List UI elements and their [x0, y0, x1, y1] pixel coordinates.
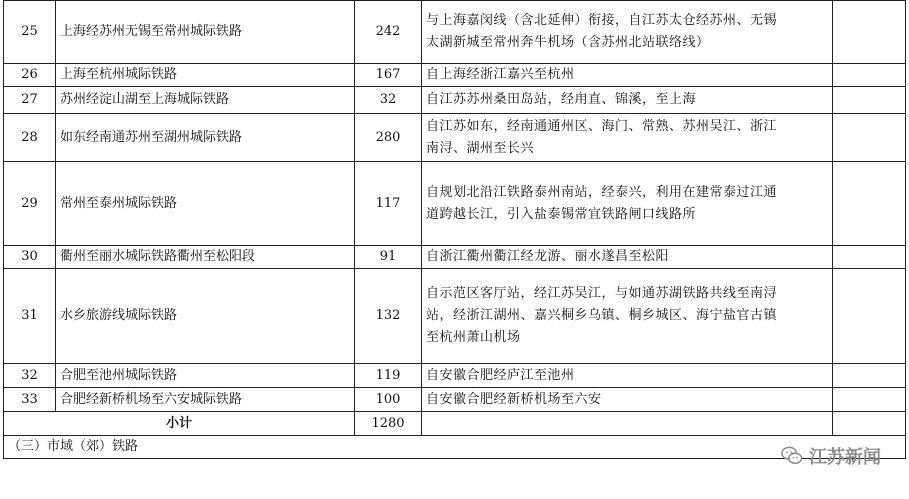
route-line: 至杭州萧山机场	[426, 330, 521, 345]
railway-route	[422, 1, 833, 64]
route-line: 自江苏如东，经南通通州区、海门、常熟、苏州吴江、浙江	[426, 118, 778, 134]
row-number: 29	[4, 162, 56, 246]
route-line: 自浙江衢州衢江经龙游、丽水遂昌至松阳	[426, 249, 670, 264]
railway-name: 常州至泰州城际铁路	[56, 162, 355, 246]
table-row	[4, 87, 906, 114]
railway-length: 117	[355, 162, 422, 246]
railway-name: 水乡旅游线城际铁路	[56, 269, 355, 364]
railway-length: 91	[355, 246, 422, 269]
railway-name: 如东经南通苏州至湖州城际铁路	[56, 114, 355, 162]
remarks-cell	[833, 64, 906, 87]
route-line: 南浔、湖州至长兴	[426, 140, 535, 156]
railway-route	[422, 246, 833, 269]
route-line: 与上海嘉闵线（含北延伸）衔接，自江苏太仓经苏州、无锡	[426, 13, 778, 28]
table-row	[4, 246, 906, 269]
route-line: 自江苏苏州桑田岛站，经甪直、锦溪，至上海	[426, 92, 697, 107]
railway-route	[422, 162, 833, 246]
railway-name: 合肥经新桥机场至六安城际铁路	[56, 388, 355, 412]
table-row	[4, 388, 906, 412]
railway-route	[422, 388, 833, 412]
subtotal-row	[4, 412, 906, 436]
watermark	[781, 443, 881, 469]
section-heading: （三）市域（郊）铁路	[4, 436, 906, 459]
watermark-text: 江苏新闻	[809, 447, 881, 468]
row-number: 33	[4, 388, 56, 412]
remarks-cell	[833, 87, 906, 114]
route-line: 自安徽合肥经庐江至池州	[426, 367, 575, 383]
remarks-cell	[833, 1, 906, 64]
railway-route	[422, 64, 833, 87]
route-line: 自安徽合肥经新桥机场至六安	[426, 391, 602, 407]
table-row	[4, 269, 906, 364]
railway-length: 32	[355, 87, 422, 114]
remarks-cell	[833, 114, 906, 162]
table-row	[4, 1, 906, 64]
remarks-cell	[833, 269, 906, 364]
remarks-cell	[833, 162, 906, 246]
railway-route	[422, 87, 833, 114]
railway-length: 100	[355, 388, 422, 412]
remarks-cell	[833, 246, 906, 269]
route-line: 站，经浙江湖州、嘉兴桐乡乌镇、桐乡城区、海宁盐官古镇	[426, 308, 778, 323]
wechat-icon	[781, 446, 803, 466]
railway-name: 苏州经淀山湖至上海城际铁路	[56, 87, 355, 114]
table-row	[4, 64, 906, 87]
row-number: 30	[4, 246, 56, 269]
railway-length: 132	[355, 269, 422, 364]
route-line: 太湖新城至常州奔牛机场（含苏州北站联络线）	[426, 35, 710, 50]
row-number: 28	[4, 114, 56, 162]
section-row	[4, 436, 906, 459]
table-row	[4, 114, 906, 162]
railway-name: 上海经苏州无锡至常州城际铁路	[56, 1, 355, 64]
row-number: 32	[4, 364, 56, 388]
table-row	[4, 162, 906, 246]
railway-length: 242	[355, 1, 422, 64]
subtotal-remarks	[833, 412, 906, 436]
row-number: 26	[4, 64, 56, 87]
remarks-cell	[833, 388, 906, 412]
row-number: 25	[4, 1, 56, 64]
route-line: 自规划北沿江铁路泰州南站，经泰兴，利用在建常泰过江通	[426, 184, 778, 200]
remarks-cell	[833, 364, 906, 388]
railway-length: 119	[355, 364, 422, 388]
railway-name: 上海至杭州城际铁路	[56, 64, 355, 87]
route-line: 自上海经浙江嘉兴至杭州	[426, 67, 575, 82]
railway-route	[422, 114, 833, 162]
railway-length: 280	[355, 114, 422, 162]
row-number: 27	[4, 87, 56, 114]
railway-route	[422, 269, 833, 364]
table-row	[4, 364, 906, 388]
route-line: 自示范区客厅站，经江苏吴江，与如通苏湖铁路共线至南浔	[426, 286, 778, 301]
route-line: 道跨越长江，引入盐泰锡常宜铁路闸口线路所	[426, 206, 697, 222]
row-number: 31	[4, 269, 56, 364]
railway-route	[422, 364, 833, 388]
railway-name: 衢州至丽水城际铁路衢州至松阳段	[56, 246, 355, 269]
railway-length: 167	[355, 64, 422, 87]
railway-table	[3, 0, 906, 459]
table-body	[4, 1, 906, 459]
railway-name: 合肥至池州城际铁路	[56, 364, 355, 388]
subtotal-value: 1280	[355, 412, 422, 436]
subtotal-route	[422, 412, 833, 436]
subtotal-label: 小计	[4, 412, 355, 436]
